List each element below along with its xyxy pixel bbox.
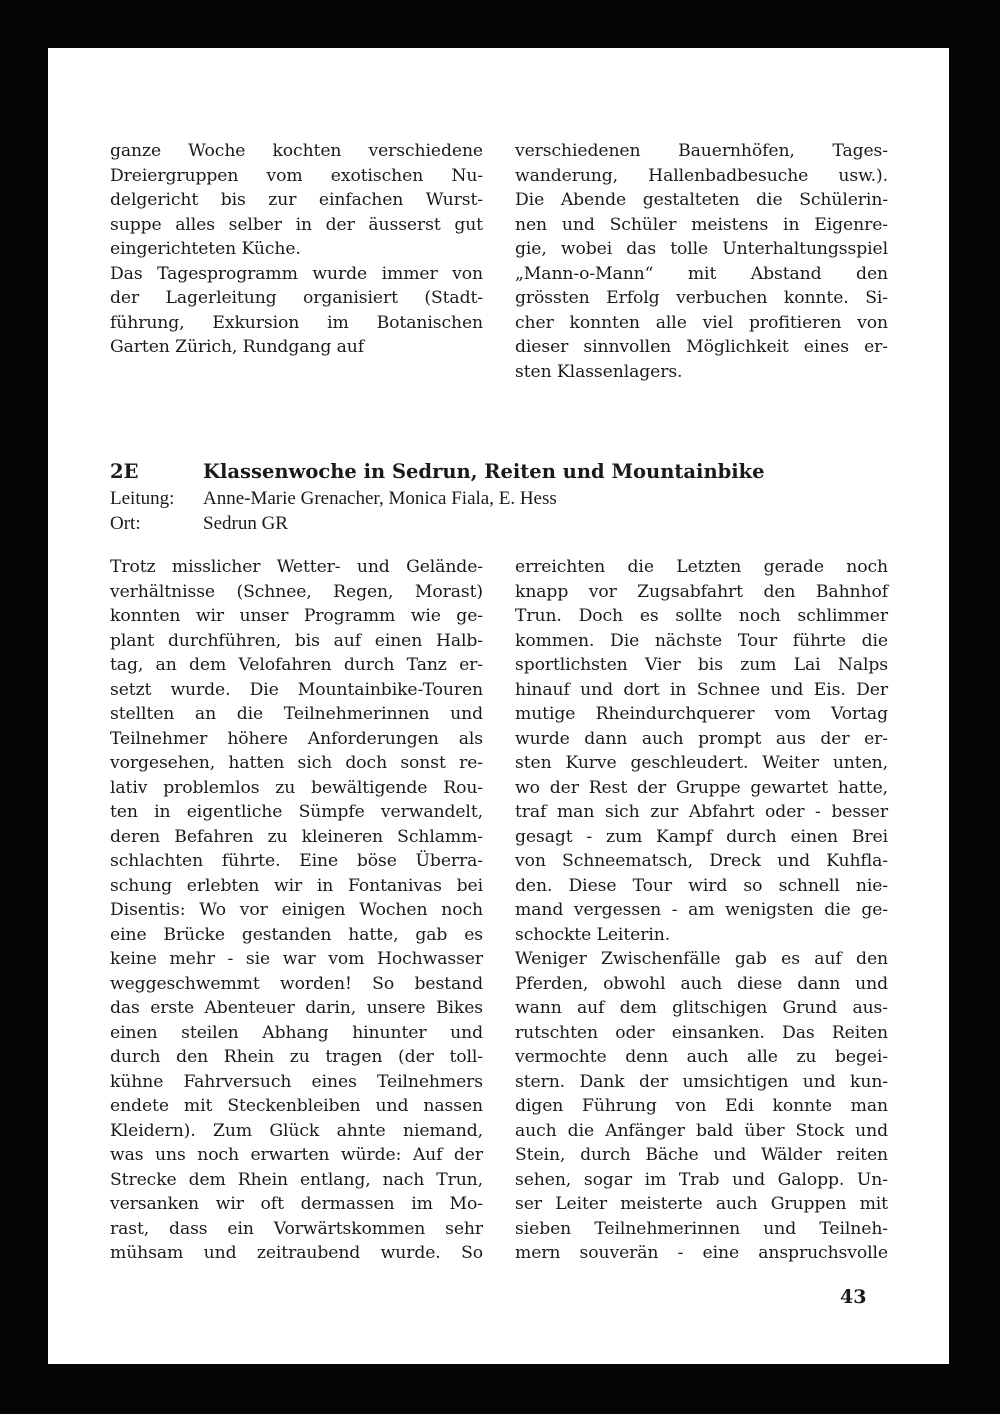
text-line: einen steilen Abhang hinunter und	[110, 1022, 483, 1043]
text-line: gie, wobei das tolle Unterhaltungsspiel	[515, 239, 888, 259]
ort-label: Ort:	[110, 513, 141, 534]
text-line: Disentis: Wo vor einigen Wochen noch	[110, 900, 483, 920]
text-line: eine Brücke gestanden hatte, gab es	[110, 924, 483, 945]
text-line: delgericht bis zur einfachen Wurst-	[110, 190, 483, 210]
text-line: konnten wir unser Programm wie ge-	[110, 606, 483, 626]
ort-value: Sedrun GR	[203, 513, 288, 534]
text-line: eingerichteten Küche.	[110, 239, 301, 259]
text-line: sten Klassenlagers.	[515, 361, 683, 382]
text-line: Die Abende gestalteten die Schülerin-	[515, 190, 888, 210]
page-number: 43	[840, 1286, 867, 1308]
text-line: endete mit Steckenbleiben und nassen	[110, 1096, 483, 1116]
text-line: lativ problemlos zu bewältigende Rou-	[110, 777, 483, 798]
text-line: rast, dass ein Vorwärtskommen sehr	[110, 1218, 483, 1239]
text-line: nen und Schüler meistens in Eigenre-	[515, 214, 888, 235]
text-line: Stein, durch Bäche und Wälder reiten	[515, 1145, 888, 1165]
text-line: ganze Woche kochten verschiedene	[110, 141, 483, 161]
section-code: 2E	[110, 460, 139, 483]
text-line: Strecke dem Rhein entlang, nach Trun,	[110, 1169, 483, 1190]
leitung-row	[110, 486, 890, 511]
text-line: schung erlebten wir in Fontanivas bei	[110, 875, 483, 896]
text-line: hinauf und dort in Schnee und Eis. Der	[515, 679, 888, 700]
text-line: was uns noch erwarten würde: Auf der	[110, 1145, 483, 1165]
text-line: stern. Dank der umsichtigen und kun-	[515, 1071, 888, 1092]
text-line: „Mann-o-Mann“ mit Abstand den	[515, 263, 888, 284]
text-line: verschiedenen Bauernhöfen, Tages-	[515, 141, 888, 161]
text-line: schockte Leiterin.	[515, 924, 671, 945]
text-line: cher konnten alle viel profitieren von	[515, 312, 888, 333]
top-left-column	[110, 139, 483, 360]
text-line: Kleidern). Zum Glück ahnte niemand,	[110, 1120, 483, 1141]
text-line: tag, an dem Velofahren durch Tanz er-	[110, 655, 483, 675]
text-line: knapp vor Zugsabfahrt den Bahnhof	[515, 581, 888, 602]
text-line: verhältnisse (Schnee, Regen, Morast)	[110, 581, 483, 602]
text-line: sportlichsten Vier bis zum Lai Nalps	[515, 655, 888, 675]
text-line: dieser sinnvollen Möglichkeit eines er-	[515, 337, 888, 357]
document-page	[48, 48, 949, 1364]
text-line: auch die Anfänger bald über Stock und	[515, 1120, 888, 1141]
text-line: wanderung, Hallenbadbesuche usw.).	[515, 165, 888, 186]
text-line: suppe alles selber in der äusserst gut	[110, 214, 483, 235]
text-line: Das Tagesprogramm wurde immer von	[110, 263, 483, 284]
text-line: mühsam und zeitraubend wurde. So	[110, 1243, 483, 1263]
text-line: setzt wurde. Die Mountainbike-Touren	[110, 679, 483, 700]
text-line: sieben Teilnehmerinnen und Teilneh-	[515, 1218, 888, 1239]
text-line: sehen, sogar im Trab und Galopp. Un-	[515, 1169, 888, 1190]
text-line: ser Leiter meisterte auch Gruppen mit	[515, 1194, 888, 1214]
text-line: Garten Zürich, Rundgang auf	[110, 337, 364, 357]
text-line: schlachten führte. Eine böse Überra-	[110, 851, 483, 871]
text-line: grössten Erfolg verbuchen konnte. Si-	[515, 288, 888, 308]
text-line: versanken wir oft dermassen im Mo-	[110, 1194, 483, 1214]
text-line: vorgesehen, hatten sich doch sonst re-	[110, 753, 483, 773]
text-line: kühne Fahrversuch eines Teilnehmers	[110, 1071, 483, 1092]
text-line: durch den Rhein zu tragen (der toll-	[110, 1047, 483, 1067]
text-line: ten in eigentliche Sümpfe verwandelt,	[110, 802, 483, 822]
top-right-column	[515, 139, 888, 384]
text-line: Weniger Zwischenfälle gab es auf den	[515, 949, 888, 969]
text-line: weggeschwemmt worden! So bestand	[110, 973, 483, 994]
bottom-left-column	[110, 555, 483, 1266]
text-line: wurde dann auch prompt aus der er-	[515, 728, 888, 749]
bottom-right-column	[515, 555, 888, 1266]
text-line: den. Diese Tour wird so schnell nie-	[515, 875, 888, 896]
text-line: der Lagerleitung organisiert (Stadt-	[110, 288, 483, 308]
text-line: führung, Exkursion im Botanischen	[110, 312, 483, 333]
leitung-label: Leitung:	[110, 488, 175, 509]
text-line: Pferden, obwohl auch diese dann und	[515, 973, 888, 994]
text-line: von Schneematsch, Dreck und Kuhfla-	[515, 851, 888, 871]
text-line: wo der Rest der Gruppe gewartet hatte,	[515, 777, 888, 798]
text-line: deren Befahren zu kleineren Schlamm-	[110, 826, 483, 847]
text-line: digen Führung von Edi konnte man	[515, 1096, 888, 1116]
text-line: Trun. Doch es sollte noch schlimmer	[515, 606, 888, 626]
text-line: Dreiergruppen vom exotischen Nu-	[110, 165, 483, 186]
text-line: keine mehr - sie war vom Hochwasser	[110, 949, 483, 969]
text-line: mutige Rheindurchquerer vom Vortag	[515, 704, 888, 724]
section-title-row	[110, 458, 890, 486]
text-line: mern souverän - eine anspruchsvolle	[515, 1243, 888, 1263]
text-line: wann auf dem glitschigen Grund aus-	[515, 998, 888, 1018]
text-line: traf man sich zur Abfahrt oder - besser	[515, 802, 888, 822]
text-line: vermochte denn auch alle zu begei-	[515, 1047, 888, 1067]
text-line: das erste Abenteuer darin, unsere Bikes	[110, 998, 483, 1018]
text-line: Trotz misslicher Wetter- und Gelände-	[110, 557, 483, 577]
text-line: mand vergessen - am wenigsten die ge-	[515, 900, 888, 920]
text-line: Teilnehmer höhere Anforderungen als	[110, 728, 483, 749]
text-line: sten Kurve geschleudert. Weiter unten,	[515, 753, 888, 773]
section-title: Klassenwoche in Sedrun, Reiten und Mountainbike	[203, 460, 765, 483]
text-line: stellten an die Teilnehmerinnen und	[110, 704, 483, 724]
text-line: kommen. Die nächste Tour führte die	[515, 630, 888, 651]
leitung-value: Anne-Marie Grenacher, Monica Fiala, E. Hess	[203, 488, 557, 509]
ort-row	[110, 511, 890, 536]
text-line: erreichten die Letzten gerade noch	[515, 557, 888, 577]
section-header	[110, 458, 890, 536]
text-line: rutschten oder einsanken. Das Reiten	[515, 1022, 888, 1043]
text-line: plant durchführen, bis auf einen Halb-	[110, 630, 483, 651]
text-line: gesagt - zum Kampf durch einen Brei	[515, 826, 888, 847]
